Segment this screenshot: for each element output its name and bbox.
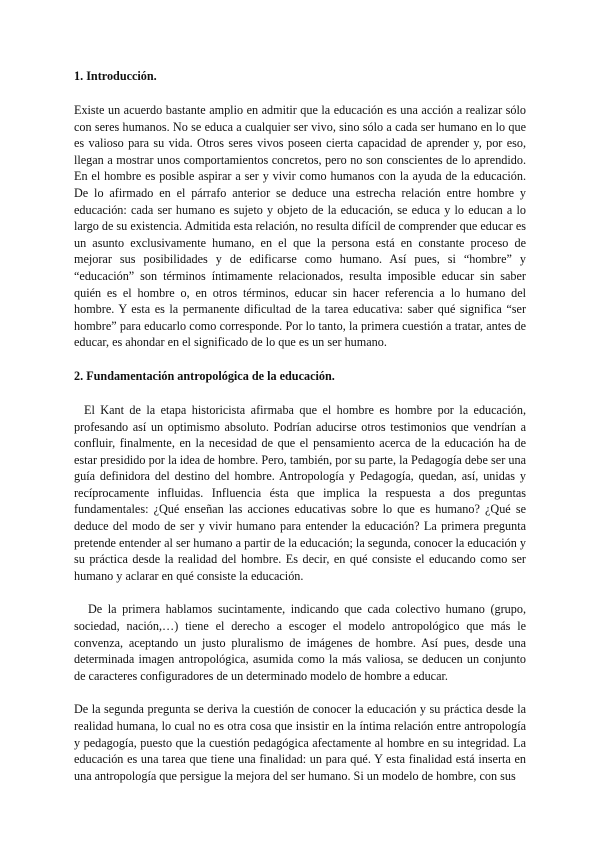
section-heading-fundamentacion: 2. Fundamentación antropológica de la educación.: [74, 368, 335, 383]
paragraph-kant: El Kant de la etapa historicista afirmaba que el hombre es hombre por la educación, profesando así un optimismo absoluto. Podrían aducirse otros testimonios que vendrían a confluir, finalmente, en la necesidad de que el pensamiento acerca de la educación ha de estar presidido por la idea de hombre. Pero, también, por su parte, la Pedagogía debe ser una guía definidora del destino del hombre. Antropología y Pedagogía, quedan, así, unidas y recíprocamente influidas. Influencia ésta que implica la respuesta a dos preguntas fundamentales: ¿Qué enseñan las acciones educativas sobre lo que es humano? ¿Qué se deduce del modo de ser y vivir humano para entender la educación? La primera pregunta pretende entender al ser humano a partir de la educación; la segunda, conocer la educación y su práctica desde la realidad del hombre. Es decir, en qué consiste el educando como ser humano y aclarar en qué consiste la educación.: [74, 402, 526, 583]
document-body: [74, 68, 526, 784]
section-heading-introduccion: 1. Introducción.: [74, 69, 157, 83]
paragraph-primera-pregunta: De la primera hablamos sucintamente, indicando que cada colectivo humano (grupo, sociedad, nación,…) tiene el derecho a escoger el modelo antropológico que más le convenza, aceptando un justo pluralismo de imágenes de hombre. Así pues, desde una determinada imagen antropológica, asumida como la más valiosa, se deducen un conjunto de caracteres configuradores de un determinado modelo de hombre a educar.: [74, 602, 526, 683]
paragraph-introduccion: Existe un acuerdo bastante amplio en admitir que la educación es una acción a realizar sólo con seres humanos. No se educa a cualquier ser vivo, sino sólo a cada ser humano en lo que es valioso para su vida. Otros seres vivos poseen cierta capacidad de aprender y, por eso, llegan a mostrar unos comportamientos concretos, pero no son conscientes de lo aprendido. En el hombre es posible aspirar a ser y vivir como humanos con la ayuda de la educación. De lo afirmado en el párrafo anterior se deduce una estrecha relación entre hombre y educación: cada ser humano es sujeto y objeto de la educación, se educa y lo educan a lo largo de su existencia. Admitida esta relación, no resulta difícil de comprender que educar es un asunto exclusivamente humano, en el que la persona está en constante proceso de mejorar sus posibilidades y de edificarse como humano. Así pues, si “hombre” y “educación” son términos íntimamente relacionados, resulta imposible educar sin saber quién es el hombre o, en otros términos, educar sin hacer referencia a lo humano del hombre. Y esta es la permanente dificultad de la tarea educativa: saber qué significa “ser hombre” para educarlo como corresponde. Por lo tanto, la primera cuestión a tratar, antes de educar, es ahondar en el significado de lo que es un ser humano.: [74, 103, 526, 350]
paragraph-segunda-pregunta: De la segunda pregunta se deriva la cuestión de conocer la educación y su práctica desde la realidad humana, lo cual no es otra cosa que insistir en la íntima relación entre antropología y pedagogía, puesto que la cuestión pedagógica afectamente al hombre en su integridad. La educación es una tarea que tiene una finalidad: un para qué. Y esta finalidad está inserta en una antropología que persigue la mejora del ser humano. Si un modelo de hombre, con sus: [74, 702, 526, 783]
